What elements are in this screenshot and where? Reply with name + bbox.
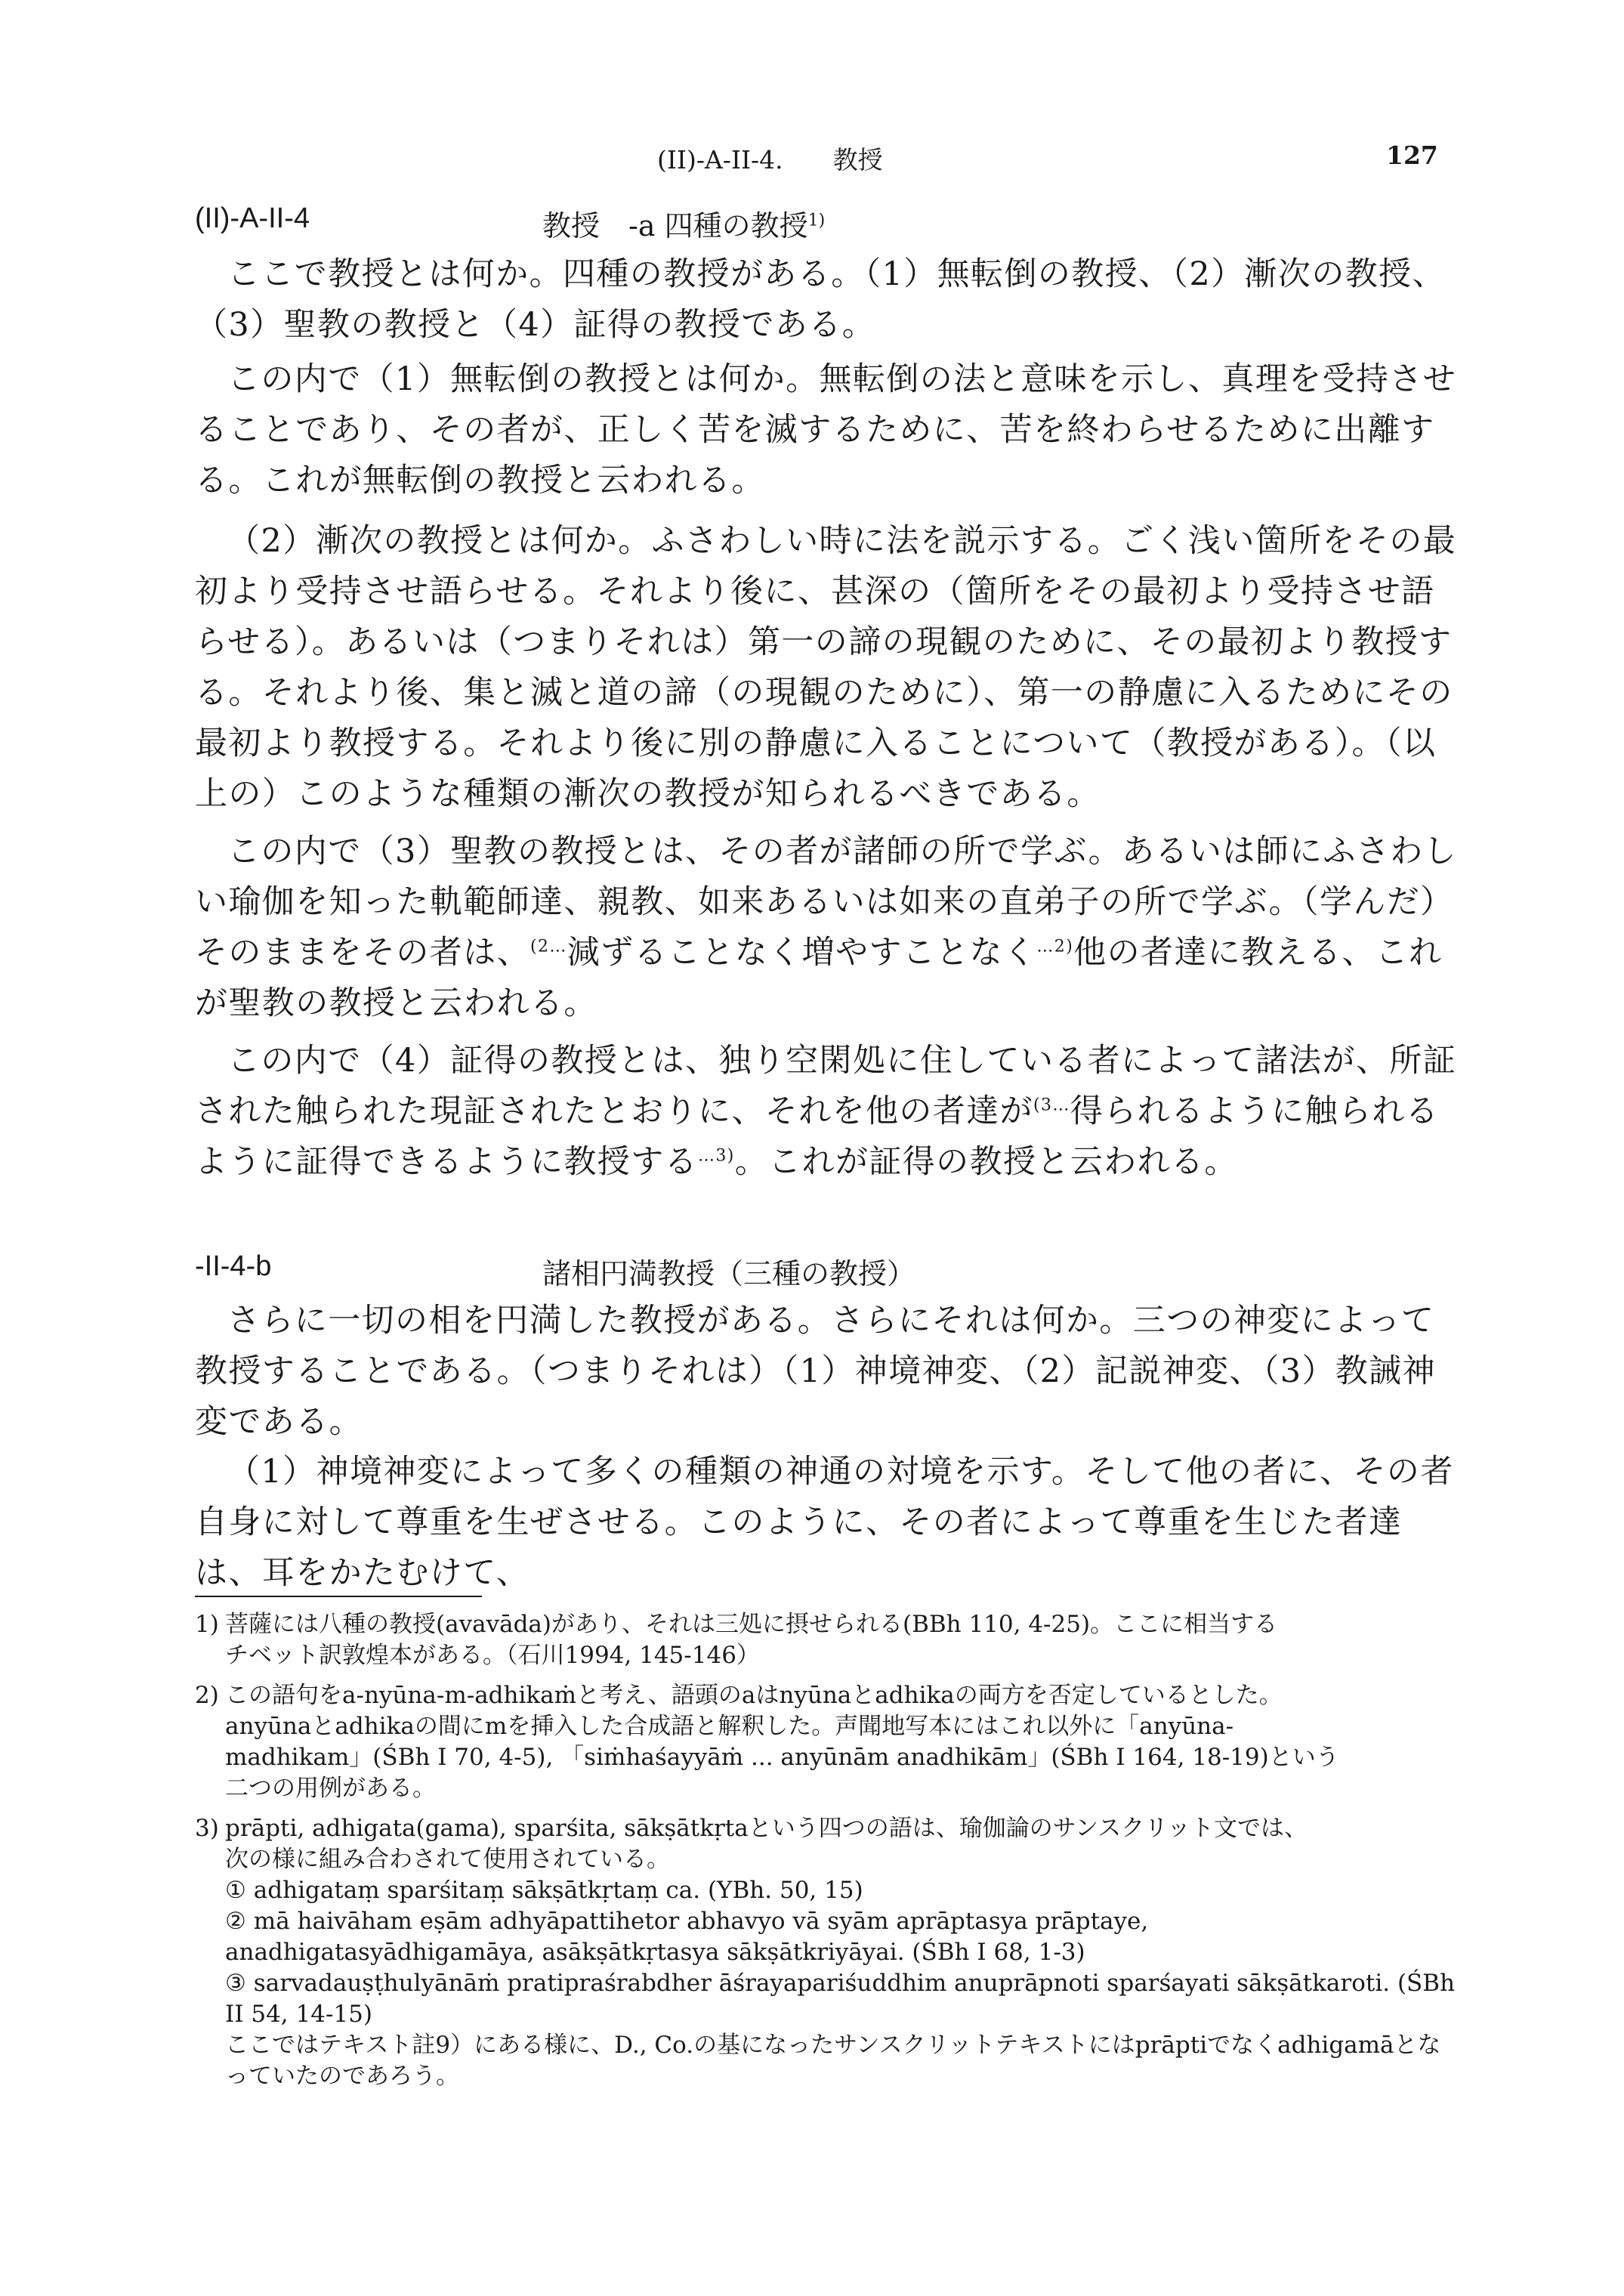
footnote-citation [225, 1906, 1464, 1968]
citation-text: adhigataṃ sparśitaṃ sākṣātkṛtaṃ ca. (YBh. 50, 15) [253, 1877, 863, 1904]
footnote-ref: 1) [807, 211, 826, 230]
running-head-title: (II)-A-II-4. 教授 [657, 145, 883, 175]
page-number: 127 [1386, 141, 1438, 170]
footnote-line: この語句をa-nyūna-m-adhikaṁと考え、語頭のaはnyūnaとadhikaの両方を否定しているとした。 [225, 1682, 1283, 1709]
footnote-citation [225, 1875, 1464, 1906]
footnote-line: チベット訳敦煌本がある。（石川1994, 145-146） [225, 1642, 760, 1669]
paragraph-text: 減ずることなく増やすことなく [567, 934, 1037, 972]
paragraph: この内で（1）無転倒の教授とは何か。無転倒の法と意味を示し、真理を受持させることであり、その者が、正しく苦を滅するために、苦を終わらせるために出離する。これが無転倒の教授と云われる。 [195, 360, 1457, 499]
paragraph [195, 827, 1464, 1029]
footnote-line: madhikam」(ŚBh I 70, 4-5), 「siṁhaśayyāṁ ... anyūnām anadhikām」(ŚBh I 164, 18-19)という [225, 1744, 1339, 1771]
running-head [0, 133, 1624, 178]
footnote-line: anyūnaとadhikaの間にmを挿入した合成語と解釈した。声聞地写本にはこれ以外に「anyūna- [225, 1713, 1234, 1740]
section-title-text: 教授 -a 四種の教授 [542, 209, 808, 243]
footnote-line: ここではテキスト註9）にある様に、D., Co.の基になったサンスクリットテキストにはprāptiでなくadhigamāとなっていたのであろう。 [225, 2032, 1441, 2090]
citation-text: sarvadauṣṭhulyānāṁ pratipraśrabdher āśrayapariśuddhim anuprāpnoti sparśayati sākṣātkaroti. (ŚBh II 54, 14-15) [225, 1970, 1456, 2028]
paragraph: ここで教授とは何か。四種の教授がある。（1）無転倒の教授、（2）漸次の教授、（3）聖教の教授と（4）証得の教授である。 [195, 255, 1446, 344]
section-title [542, 202, 825, 244]
paragraph: （1）神境神変によって多くの種類の神通の対境を示す。そして他の者に、その者自身に対して尊重を生ぜさせる。このように、その者によって尊重を生じた者達は、耳をかたむけて、 [195, 1453, 1454, 1592]
footnote-3 [195, 1813, 1464, 2092]
paragraph-text: 得られるように触られるように証得できるように教授する [195, 1092, 1440, 1181]
section-id: (II)-A-II-4 [195, 202, 310, 234]
paragraph [195, 1036, 1464, 1188]
footnote-line: 菩薩には八種の教授(avavāda)があり、それは三処に摂せられる(BBh 110, 4-25)。ここに相当する [225, 1611, 1278, 1638]
footnote-1 [195, 1609, 1464, 1671]
circled-number: ③ [225, 1970, 246, 1997]
footnote-ref: …2) [1036, 937, 1074, 956]
paragraph: （2）漸次の教授とは何か。ふさわしい時に法を説示する。ごく浅い箇所をその最初より受持させ語らせる。それより後に、甚深の（箇所をその最初より受持させ語らせる）。あるいは（つまりそれは）第一の諦の現観のために、その最初より教授する。それより後、集と滅と道の諦（の現観のために）、第一の静慮に入るためにその最初より教授する。それより後に別の静慮に入ることについて（教授がある）。（以上の）このような種類の漸次の教授が知られるべきである。 [195, 522, 1457, 813]
paragraph-text: 。これが証得の教授と云われる。 [734, 1143, 1238, 1181]
circled-number: ② [225, 1908, 246, 1935]
footnote-ref: (2… [530, 937, 567, 956]
footnote-line: 二つの用例がある。 [225, 1775, 436, 1802]
footnotes [195, 1609, 1464, 2101]
footnote-ref: (3… [1033, 1095, 1070, 1115]
footnote-line: 次の様に組み合わされて使用されている。 [225, 1846, 670, 1873]
section-id: -II-4-b [195, 1250, 272, 1282]
footnote-number: 2) [195, 1682, 219, 1709]
paragraph-text: この内で（4）証得の教授とは、独り空閑処に住している者によって諸法が、所証された触られた現証されたとおりに、それを他の者達が [195, 1042, 1457, 1130]
citation-text: mā haivāham eṣām adhyāpattihetor abhavyo vā syām aprāptasya prāptaye, anadhigatasyādhigamāya, asākṣātkṛtasya sākṣātkriyāyai. (ŚBh I 68, 1-3) [225, 1908, 1149, 1966]
paragraph-text: 他の者達に教える、これが聖教の教授と云われる。 [195, 934, 1443, 1022]
footnote-ref: …3) [698, 1146, 735, 1166]
footnote-citation [225, 1968, 1464, 2030]
footnote-number: 1) [195, 1611, 219, 1638]
footnote-line: prāpti, adhigata(gama), sparśita, sākṣātkṛtaという四つの語は、瑜伽論のサンスクリット文では、 [225, 1815, 1308, 1842]
section-title: 諸相円満教授（三種の教授） [542, 1257, 916, 1290]
paragraph-text: この内で（3）聖教の教授とは、その者が諸師の所で学ぶ。あるいは師にふさわしい瑜伽を知った軌範師達、親教、如来あるいは如来の直弟子の所で学ぶ。（学んだ）そのままをその者は、 [195, 833, 1458, 972]
footnote-rule [195, 1596, 482, 1597]
circled-number: ① [225, 1877, 246, 1904]
footnote-2 [195, 1680, 1464, 1804]
paragraph: さらに一切の相を円満した教授がある。さらにそれは何か。三つの神変によって教授することである。（つまりそれは）（1）神境神変、（2）記説神変、（3）教誡神変である。 [195, 1302, 1437, 1441]
footnote-number: 3) [195, 1815, 219, 1842]
